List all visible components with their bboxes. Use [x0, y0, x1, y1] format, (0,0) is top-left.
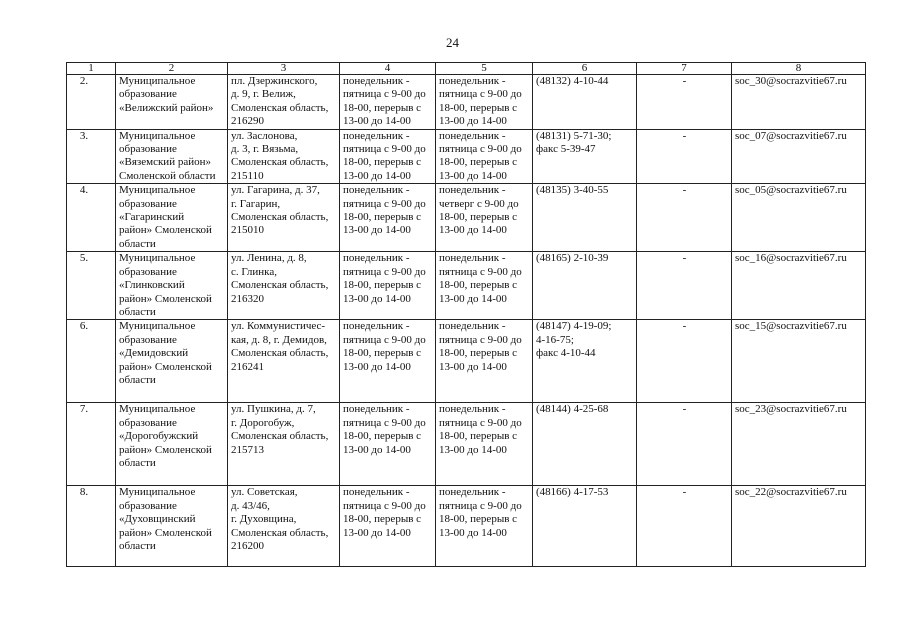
column-header: 4	[340, 63, 436, 75]
row-number: 5.	[67, 252, 116, 320]
phone-cell: (48132) 4-10-44	[533, 75, 637, 130]
hours-cell: понедельник - пятница с 9-00 до 18-00, перерыв с 13-00 до 14-00	[436, 403, 533, 486]
row-number: 3.	[67, 129, 116, 184]
municipality-cell: Муниципальное образование «Глинковский район» Смоленской области	[116, 252, 228, 320]
column7-cell: -	[637, 184, 732, 252]
address-cell: ул. Пушкина, д. 7, г. Дорогобуж, Смоленская область, 215713	[228, 403, 340, 486]
hours-cell: понедельник - пятница с 9-00 до 18-00, перерыв с 13-00 до 14-00	[340, 486, 436, 567]
column7-cell: -	[637, 252, 732, 320]
row-number: 6.	[67, 320, 116, 403]
address-cell: пл. Дзержинского, д. 9, г. Велиж, Смоленская область, 216290	[228, 75, 340, 130]
hours-cell: понедельник - пятница с 9-00 до 18-00, перерыв с 13-00 до 14-00	[340, 129, 436, 184]
hours-cell: понедельник - пятница с 9-00 до 18-00, перерыв с 13-00 до 14-00	[436, 486, 533, 567]
table-row	[67, 403, 866, 486]
column-header: 8	[732, 63, 866, 75]
table-row	[67, 129, 866, 184]
municipality-cell: Муниципальное образование «Духовщинский район» Смоленской области	[116, 486, 228, 567]
column-header: 7	[637, 63, 732, 75]
email-cell: soc_15@socrazvitie67.ru	[732, 320, 866, 403]
hours-cell: понедельник - четверг с 9-00 до 18-00, перерыв с 13-00 до 14-00	[436, 184, 533, 252]
column-header: 2	[116, 63, 228, 75]
phone-cell: (48147) 4-19-09; 4-16-75; факс 4-10-44	[533, 320, 637, 403]
municipality-cell: Муниципальное образование «Дорогобужский район» Смоленской области	[116, 403, 228, 486]
email-cell: soc_23@socrazvitie67.ru	[732, 403, 866, 486]
address-cell: ул. Коммунистичес- кая, д. 8, г. Демидов, Смоленская область, 216241	[228, 320, 340, 403]
column7-cell: -	[637, 403, 732, 486]
column7-cell: -	[637, 320, 732, 403]
email-cell: soc_16@socrazvitie67.ru	[732, 252, 866, 320]
phone-cell: (48144) 4-25-68	[533, 403, 637, 486]
phone-cell: (48166) 4-17-53	[533, 486, 637, 567]
address-cell: ул. Ленина, д. 8, с. Глинка, Смоленская область, 216320	[228, 252, 340, 320]
column-header: 6	[533, 63, 637, 75]
table-row	[67, 486, 866, 567]
municipality-cell: Муниципальное образование «Гагаринский район» Смоленской области	[116, 184, 228, 252]
column-header: 5	[436, 63, 533, 75]
hours-cell: понедельник - пятница с 9-00 до 18-00, перерыв с 13-00 до 14-00	[436, 75, 533, 130]
header-row	[67, 63, 866, 75]
row-number: 7.	[67, 403, 116, 486]
column7-cell: -	[637, 129, 732, 184]
email-cell: soc_30@socrazvitie67.ru	[732, 75, 866, 130]
table-row	[67, 184, 866, 252]
column-header: 1	[67, 63, 116, 75]
municipality-cell: Муниципальное образование «Демидовский район» Смоленской области	[116, 320, 228, 403]
table-row	[67, 75, 866, 130]
email-cell: soc_07@socrazvitie67.ru	[732, 129, 866, 184]
address-cell: ул. Гагарина, д. 37, г. Гагарин, Смоленская область, 215010	[228, 184, 340, 252]
hours-cell: понедельник - пятница с 9-00 до 18-00, перерыв с 13-00 до 14-00	[436, 252, 533, 320]
address-cell: ул. Советская, д. 43/46, г. Духовщина, Смоленская область, 216200	[228, 486, 340, 567]
phone-cell: (48131) 5-71-30; факс 5-39-47	[533, 129, 637, 184]
page-number: 24	[446, 35, 459, 50]
phone-cell: (48135) 3-40-55	[533, 184, 637, 252]
row-number: 4.	[67, 184, 116, 252]
phone-cell: (48165) 2-10-39	[533, 252, 637, 320]
municipality-cell: Муниципальное образование «Вяземский район» Смоленской области	[116, 129, 228, 184]
email-cell: soc_22@socrazvitie67.ru	[732, 486, 866, 567]
column-header: 3	[228, 63, 340, 75]
offices-table	[66, 62, 866, 567]
hours-cell: понедельник - пятница с 9-00 до 18-00, перерыв с 13-00 до 14-00	[340, 75, 436, 130]
hours-cell: понедельник - пятница с 9-00 до 18-00, перерыв с 13-00 до 14-00	[340, 403, 436, 486]
row-number: 2.	[67, 75, 116, 130]
email-cell: soc_05@socrazvitie67.ru	[732, 184, 866, 252]
hours-cell: понедельник - пятница с 9-00 до 18-00, перерыв с 13-00 до 14-00	[340, 184, 436, 252]
hours-cell: понедельник - пятница с 9-00 до 18-00, перерыв с 13-00 до 14-00	[436, 320, 533, 403]
municipality-cell: Муниципальное образование «Велижский район»	[116, 75, 228, 130]
table-row	[67, 320, 866, 403]
hours-cell: понедельник - пятница с 9-00 до 18-00, перерыв с 13-00 до 14-00	[340, 252, 436, 320]
address-cell: ул. Заслонова, д. 3, г. Вязьма, Смоленская область, 215110	[228, 129, 340, 184]
table-row	[67, 252, 866, 320]
row-number: 8.	[67, 486, 116, 567]
hours-cell: понедельник - пятница с 9-00 до 18-00, перерыв с 13-00 до 14-00	[340, 320, 436, 403]
hours-cell: понедельник - пятница с 9-00 до 18-00, перерыв с 13-00 до 14-00	[436, 129, 533, 184]
column7-cell: -	[637, 75, 732, 130]
column7-cell: -	[637, 486, 732, 567]
